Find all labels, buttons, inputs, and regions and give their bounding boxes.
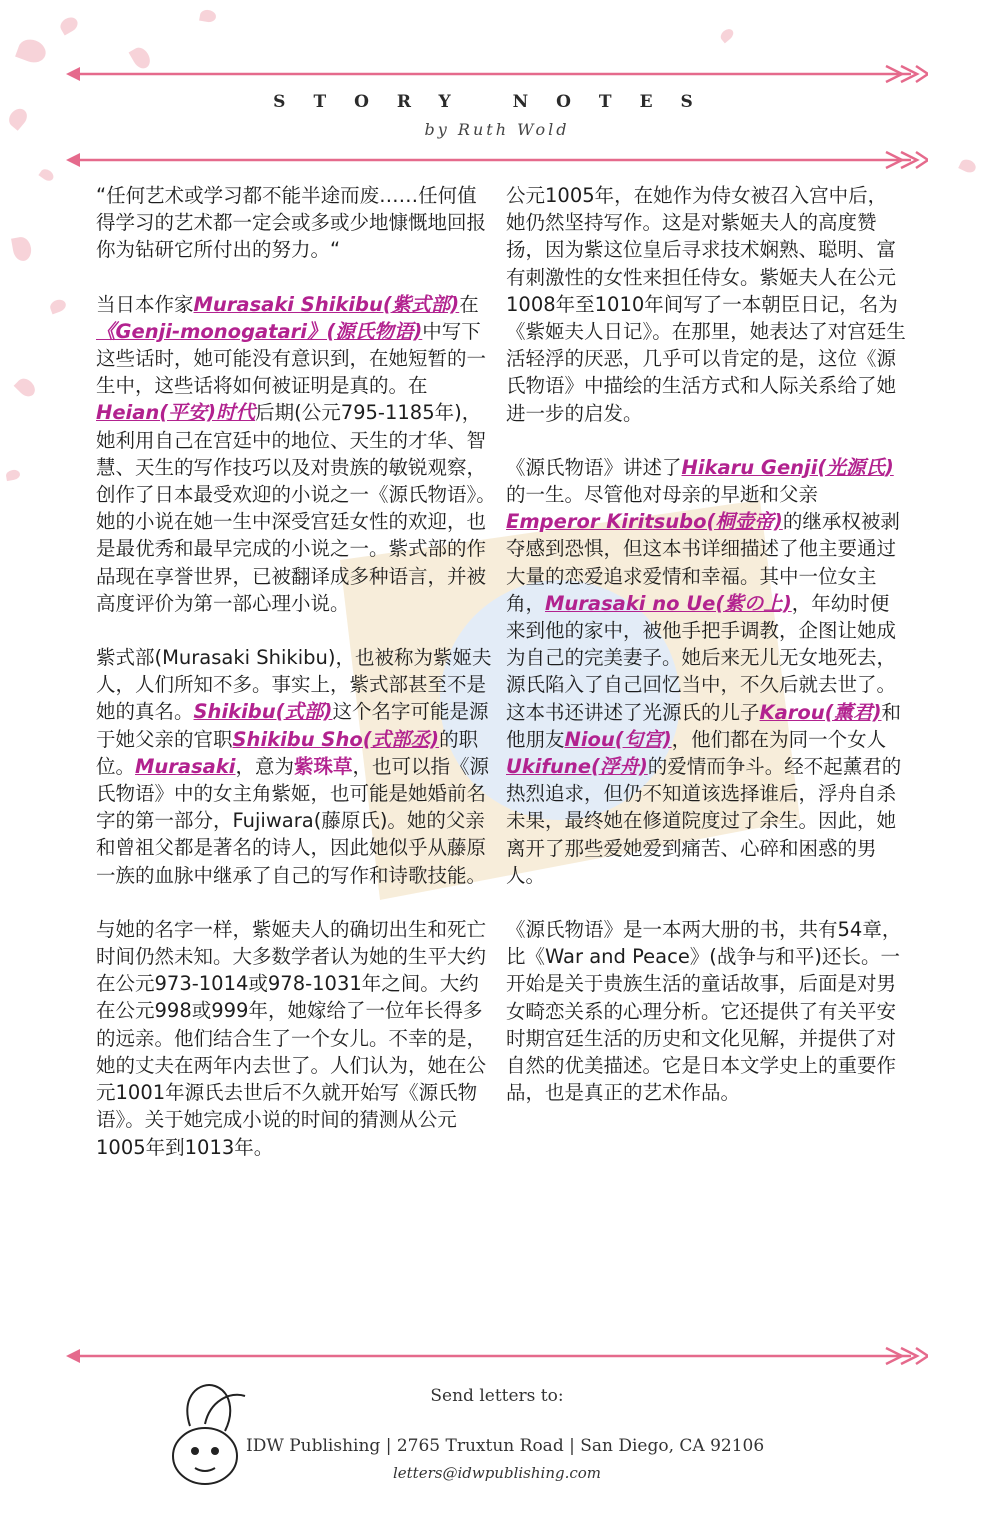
top-arrow-divider-icon	[66, 62, 928, 86]
link-heian-period[interactable]: Heian(平安)时代	[96, 401, 256, 425]
quote-paragraph: “任何艺术或学习都不能半途而废……任何值得学习的艺术都一定会或多或少地慷慨地回报你为钻研它所付出的努力。“	[96, 184, 487, 262]
paragraph-life: 与她的名字一样，紫姬夫人的确切出生和死亡时间仍然未知。大多数学者认为她的生平大约在公元973-1014或978-1031年之间。大约在公元998或999年，她嫁给了一位年长得多的远亲。他们结合生了一个女儿。不幸的是，她的丈夫在两年内去世了。人们认为，她在公元1001年源氏去世后不久就开始写《源氏物语》。关于她完成小说的时间的猜测从公元1005年到1013年。	[96, 917, 487, 1159]
paragraph-intro	[96, 291, 496, 617]
text-span: 紫式部(Murasaki Shikibu)，也被称为紫姬夫人，人们所知不多。事实上，紫式部甚至不是她的真名。	[96, 646, 492, 724]
text-span: ，意为	[235, 754, 295, 778]
link-hikaru-genji[interactable]: Hikaru Genji(光源氏)	[681, 455, 894, 479]
link-shikibu[interactable]: Shikibu(式部)	[193, 700, 333, 724]
text-span: ，年幼时便来到他的家中，被他手把手调教，企图让她成为自己的完美妻子。她后来无儿无女地死去，源氏陷入了自己回忆当中，不久后就去世了。这本书还讲述了光源氏的儿子	[506, 591, 897, 724]
text-span: 的一生。尽管他对母亲的早逝和父亲	[506, 483, 819, 507]
header-arrow-divider-icon	[66, 148, 928, 172]
paragraph-court: 公元1005年，在她作为侍女被召入宫中后，她仍然坚持写作。这是对紫姬夫人的高度赞扬，因为紫这位皇后寻求技术娴熟、聪明、富有刺激性的女性来担任侍女。紫姬夫人在公元1008年至1010年间写了一本朝臣日记，名为《紫姬夫人日记》。在那里，她表达了对宫廷生活轻浮的厌恶，几乎可以肯定的是，这位《源氏物语》中描绘的生活方式和人际关系给了她进一步的启发。	[506, 184, 906, 425]
link-shikibu-sho[interactable]: Shikibu Sho(式部丞)	[232, 727, 440, 751]
link-ukifune[interactable]: Ukifune(浮舟)	[506, 755, 648, 779]
link-karou[interactable]: Karou(薰君)	[759, 700, 882, 724]
link-murasaki-no-ue[interactable]: Murasaki no Ue(紫の上)	[545, 591, 792, 615]
text-span: 的爱情而争斗。经不起薰君的热烈追求，但仍不知道该选择谁后，浮舟自杀未果，最终她在修道院度过了余生。因此，她离开了那些爱她爱到痛苦、心碎和困惑的男人。	[506, 755, 902, 887]
text-span: 当日本作家	[96, 292, 194, 316]
link-genji-monogatari[interactable]: 《Genji-monogatari》(源氏物语)	[96, 319, 423, 343]
text-span: 中写下这些话时，她可能没有意识到，在她短暂的一生中，这些话将如何被证明是真的。在	[96, 319, 487, 398]
text-span: 在	[459, 292, 479, 316]
text-span: 《源氏物语》讲述了	[506, 455, 682, 479]
link-murasaki[interactable]: Murasaki	[135, 754, 236, 778]
link-emperor-kiritsubo[interactable]: Emperor Kiritsubo(桐壶帝)	[506, 510, 783, 534]
link-niou[interactable]: Niou(匂宫)	[564, 727, 672, 751]
byline: by Ruth Wold	[424, 120, 570, 139]
right-column	[506, 182, 906, 1134]
paragraph-story	[506, 454, 906, 889]
text-span: 后期(公元795-1185年)，她利用自己在宫廷中的地位、天生的才华、智慧、天生的写作技巧以及对贵族的敏锐观察，创作了日本最受欢迎的小说之一《源氏物语》。她的小说在她一生中深受宫廷女性的欢迎，也是最优秀和最早完成的小说之一。紫式部的作品现在享誉世界，已被翻译成多种语言，并被高度评价为第一部心理小说。	[96, 401, 496, 615]
contact-email-link[interactable]: letters@idwpublishing.com	[392, 1464, 601, 1482]
page-title: STORY NOTES	[273, 92, 721, 112]
text-span: ，也可以指《源氏物语》中的女主角紫姬，也可能是她婚前名字的第一部分，Fujiwara(藤原氏)。她的父亲和曾祖父都是著名的诗人，因此她似乎从藤原一族的血脉中继承了自己的写作和诗歌技能。	[96, 754, 490, 887]
paragraph-book: 《源氏物语》是一本两大册的书，共有54章，比《War and Peace》(战争与和平)还长。一开始是关于贵族生活的童话故事，后面是对男女畸恋关系的心理分析。它还提供了有关平安时期宫廷生活的历史和文化见解，并提供了对自然的优美描述。它是日本文学史上的重要作品，也是真正的艺术作品。	[506, 918, 902, 1105]
highlight-purple-plant: 紫珠草	[294, 754, 353, 778]
text-span: 的职位。	[96, 727, 479, 778]
bottom-arrow-divider-icon	[66, 1344, 928, 1368]
mailing-address: IDW Publishing | 2765 Truxtun Road | San Diego, CA 92106	[246, 1436, 765, 1456]
send-letters-label: Send letters to:	[430, 1386, 564, 1406]
paragraph-name	[96, 644, 496, 889]
text-span: ，他们都在为同一个女人	[671, 727, 887, 751]
left-column	[96, 182, 496, 1188]
link-murasaki-shikibu[interactable]: Murasaki Shikibu(紫式部)	[193, 292, 460, 316]
text-span: 这个名字可能是源于她父亲的官职	[96, 700, 489, 751]
text-span: 的继承权被剥夺感到恐惧，但这本书详细描述了他主要通过大量的恋爱追求爱情和幸福。其中一位女主角，	[506, 510, 900, 615]
text-span: 和他朋友	[506, 700, 902, 751]
